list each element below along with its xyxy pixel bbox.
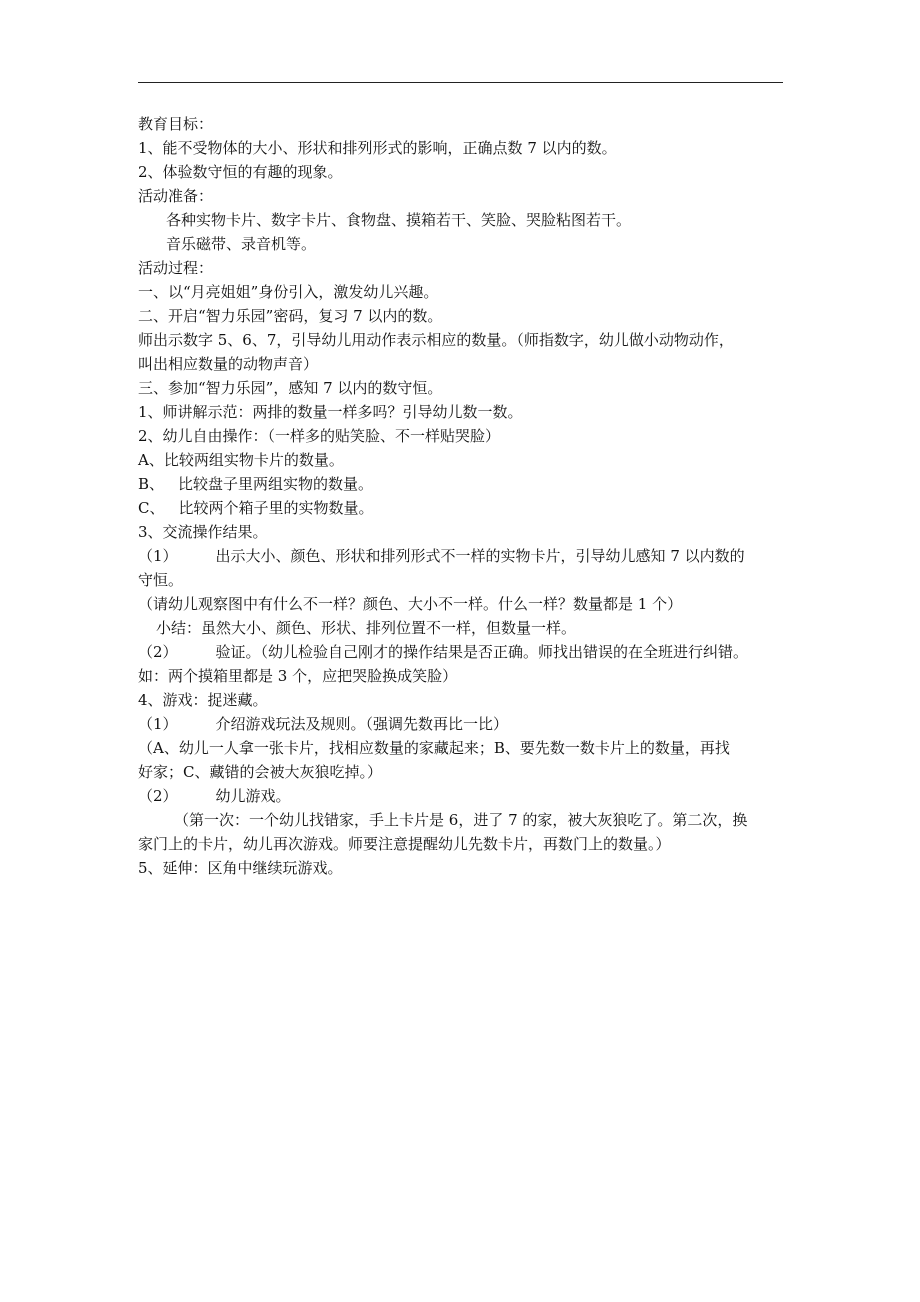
step-3-2-b-text: 比较盘子里两组实物的数量。	[178, 475, 374, 493]
step-4-2-marker: （2）	[138, 787, 178, 805]
step-3-3-summary: 小结：虽然大小、颜色、形状、排列位置不一样，但数量一样。	[156, 619, 577, 637]
document-body	[138, 112, 788, 880]
step-4: 4、游戏：捉迷藏。	[138, 691, 268, 709]
step-3-2: 2、幼儿自由操作：（一样多的贴笑脸、不一样贴哭脸）	[138, 427, 501, 445]
heading-education-goals: 教育目标：	[138, 115, 214, 133]
step-3-3-1	[138, 544, 788, 568]
step-3: 三、参加“智力乐园”，感知 7 以内的数守恒。	[138, 379, 443, 397]
step-4-1-marker: （1）	[138, 715, 178, 733]
step-3-2-c	[138, 496, 788, 520]
step-4-2-text: 幼儿游戏。	[215, 787, 291, 805]
step-3-3-1-text: 出示大小、颜色、形状和排列形式不一样的实物卡片，引导幼儿感知 7 以内数的	[215, 547, 745, 565]
step-3-3-1-note: （请幼儿观察图中有什么不一样？颜色、大小不一样。什么一样？数量都是 1 个）	[138, 595, 683, 613]
prep-materials: 各种实物卡片、数字卡片、食物盘、摸箱若干、笑脸、哭脸粘图若干。	[166, 211, 632, 229]
prep-audio: 音乐磁带、录音机等。	[166, 235, 317, 253]
step-3-3-2	[138, 640, 788, 664]
heading-activity-process: 活动过程：	[138, 259, 214, 277]
step-3-2-a: A、比较两组实物卡片的数量。	[138, 451, 344, 469]
step-4-2-detail-b: 家门上的卡片，幼儿再次游戏。师要注意提醒幼儿先数卡片，再数门上的数量。）	[138, 835, 671, 853]
step-3-2-b	[138, 472, 788, 496]
step-4-1-text: 介绍游戏玩法及规则。（强调先数再比一比）	[215, 715, 509, 733]
step-3-2-b-marker: B、	[138, 475, 165, 493]
step-1: 一、以“月亮姐姐”身份引入，激发幼儿兴趣。	[138, 283, 439, 301]
step-3-3-2-marker: （2）	[138, 643, 178, 661]
step-3-2-c-text: 比较两个箱子里的实物数量。	[178, 499, 374, 517]
step-2-detail-a: 师出示数字 5、6、7，引导幼儿用动作表示相应的数量。（师指数字，幼儿做小动物动作，	[138, 331, 734, 349]
step-3-2-c-marker: C、	[138, 499, 165, 517]
step-4-1	[138, 712, 788, 736]
step-4-1-rules-a: （A、幼儿一人拿一张卡片，找相应数量的家藏起来；B、要先数一数卡片上的数量，再找	[138, 739, 730, 757]
header-rule	[138, 82, 783, 83]
step-4-1-rules-b: 好家；C、藏错的会被大灰狼吃掉。）	[138, 763, 382, 781]
step-2-detail-b: 叫出相应数量的动物声音）	[138, 355, 319, 373]
step-4-2	[138, 784, 788, 808]
step-3-1: 1、师讲解示范：两排的数量一样多吗？引导幼儿数一数。	[138, 403, 523, 421]
step-5: 5、延伸：区角中继续玩游戏。	[138, 859, 343, 877]
step-3-3-1-marker: （1）	[138, 547, 178, 565]
step-2: 二、开启“智力乐园”密码，复习 7 以内的数。	[138, 307, 443, 325]
goal-1: 1、能不受物体的大小、形状和排列形式的影响，正确点数 7 以内的数。	[138, 139, 617, 157]
step-4-2-detail-a: （第一次：一个幼儿找错家，手上卡片是 6，进了 7 的家，被大灰狼吃了。第二次，换	[174, 811, 748, 829]
step-3-3: 3、交流操作结果。	[138, 523, 268, 541]
goal-2: 2、体验数守恒的有趣的现象。	[138, 163, 343, 181]
heading-activity-prep: 活动准备：	[138, 187, 214, 205]
step-3-3-2-text: 验证。（幼儿检验自己刚才的操作结果是否正确。师找出错误的在全班进行纠错。	[215, 643, 749, 661]
step-3-3-1-cont: 守恒。	[138, 571, 184, 589]
step-3-3-2-cont: 如：两个摸箱里都是 3 个，应把哭脸换成笑脸）	[138, 667, 458, 685]
